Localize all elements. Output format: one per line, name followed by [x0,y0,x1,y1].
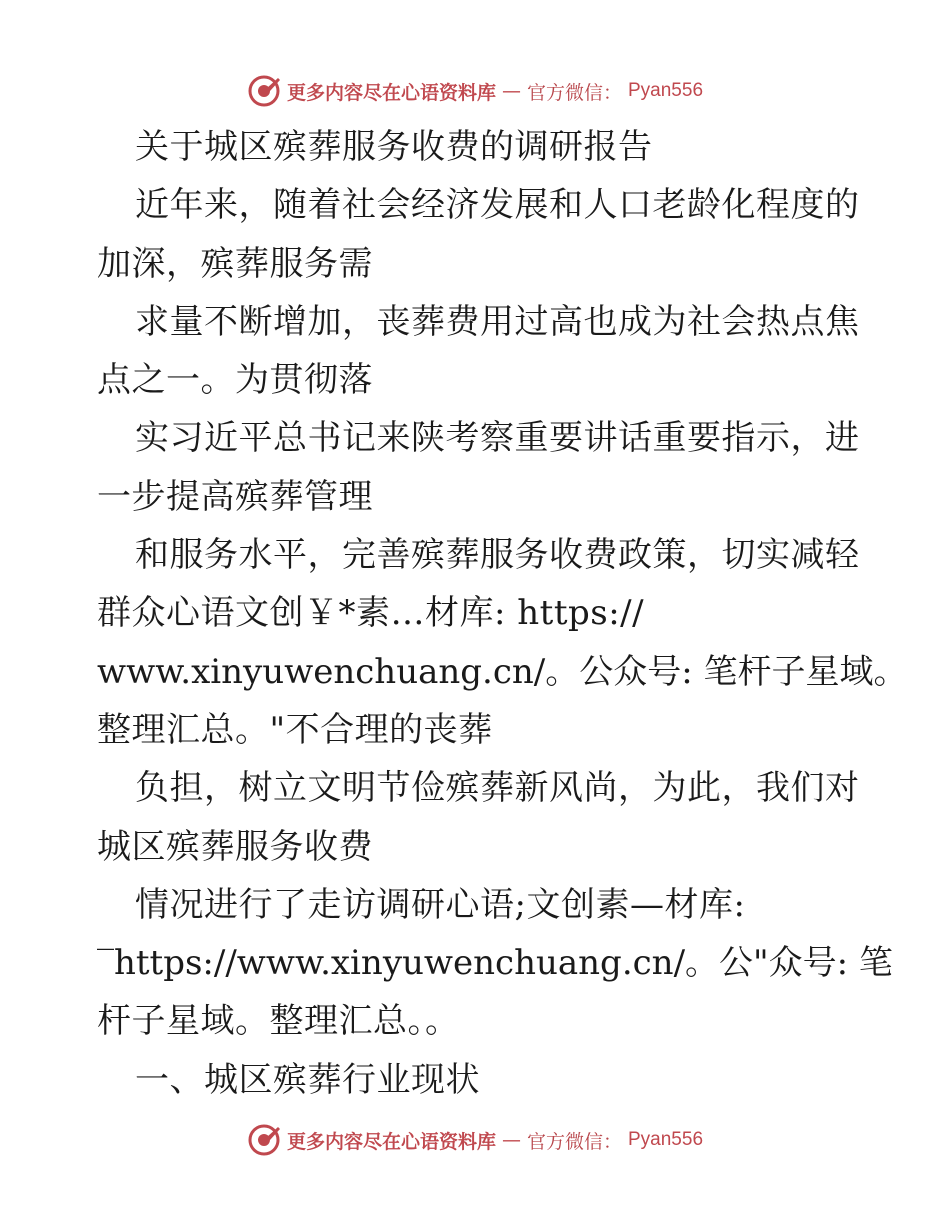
section-heading: 一、城区殡葬行业现状 [135,1059,480,1100]
paragraph-line: 情况进行了走访调研心语;文创素—材库: [135,884,746,925]
banner-wechat-id: Pyan556 [628,1129,704,1150]
paragraph-line: 城区殡葬服务收费 [97,826,373,867]
paragraph-line: 求量不断增加，丧葬费用过高也成为社会热点焦 [135,301,860,342]
paragraph-line: 一步提高殡葬管理 [97,476,373,517]
paragraph-line: 点之一。为贯彻落 [97,360,373,401]
banner-separator: — [501,1129,521,1151]
paragraph-line: 加深，殡葬服务需 [97,243,373,284]
paragraph-line: www.xinyuwenchuang.cn/。公众号: 笔杆子星域。 [97,651,908,692]
paragraph-line: 和服务水平，完善殡葬服务收费政策，切实减轻 [135,535,860,576]
paragraph-line: 负担，树立文明节俭殡葬新风尚，为此，我们对 [135,768,860,809]
banner-wechat-label: 官方微信： [526,1130,622,1153]
paragraph-line: 实习近平总书记来陕考察重要讲话重要指示，进 [135,418,860,459]
banner-wechat-label: 官方微信： [526,81,622,104]
banner-main-text: 更多内容尽在心语资料库 [286,81,496,104]
banner-separator: — [501,80,521,102]
brush-logo-icon [247,1123,281,1157]
paragraph-line: 群众心语文创￥*素…材库: https:// [97,593,645,634]
paragraph-line: 近年来，随着社会经济发展和人口老龄化程度的 [135,185,860,226]
header-watermark-banner [0,71,950,111]
footer-watermark-banner [0,1120,950,1160]
document-body [97,118,908,1109]
banner-main-text: 更多内容尽在心语资料库 [286,1130,496,1153]
brush-logo-icon [247,74,281,108]
document-title: 关于城区殡葬服务收费的调研报告 [135,127,653,167]
paragraph-line: 整理汇总。"不合理的丧葬 [97,709,493,750]
paragraph-line: 杆子星域。整理汇总。。 [97,1001,460,1042]
banner-wechat-id: Pyan556 [628,80,704,101]
paragraph-line: ‾https://www.xinyuwenchuang.cn/。公"众号: 笔 [97,943,893,984]
